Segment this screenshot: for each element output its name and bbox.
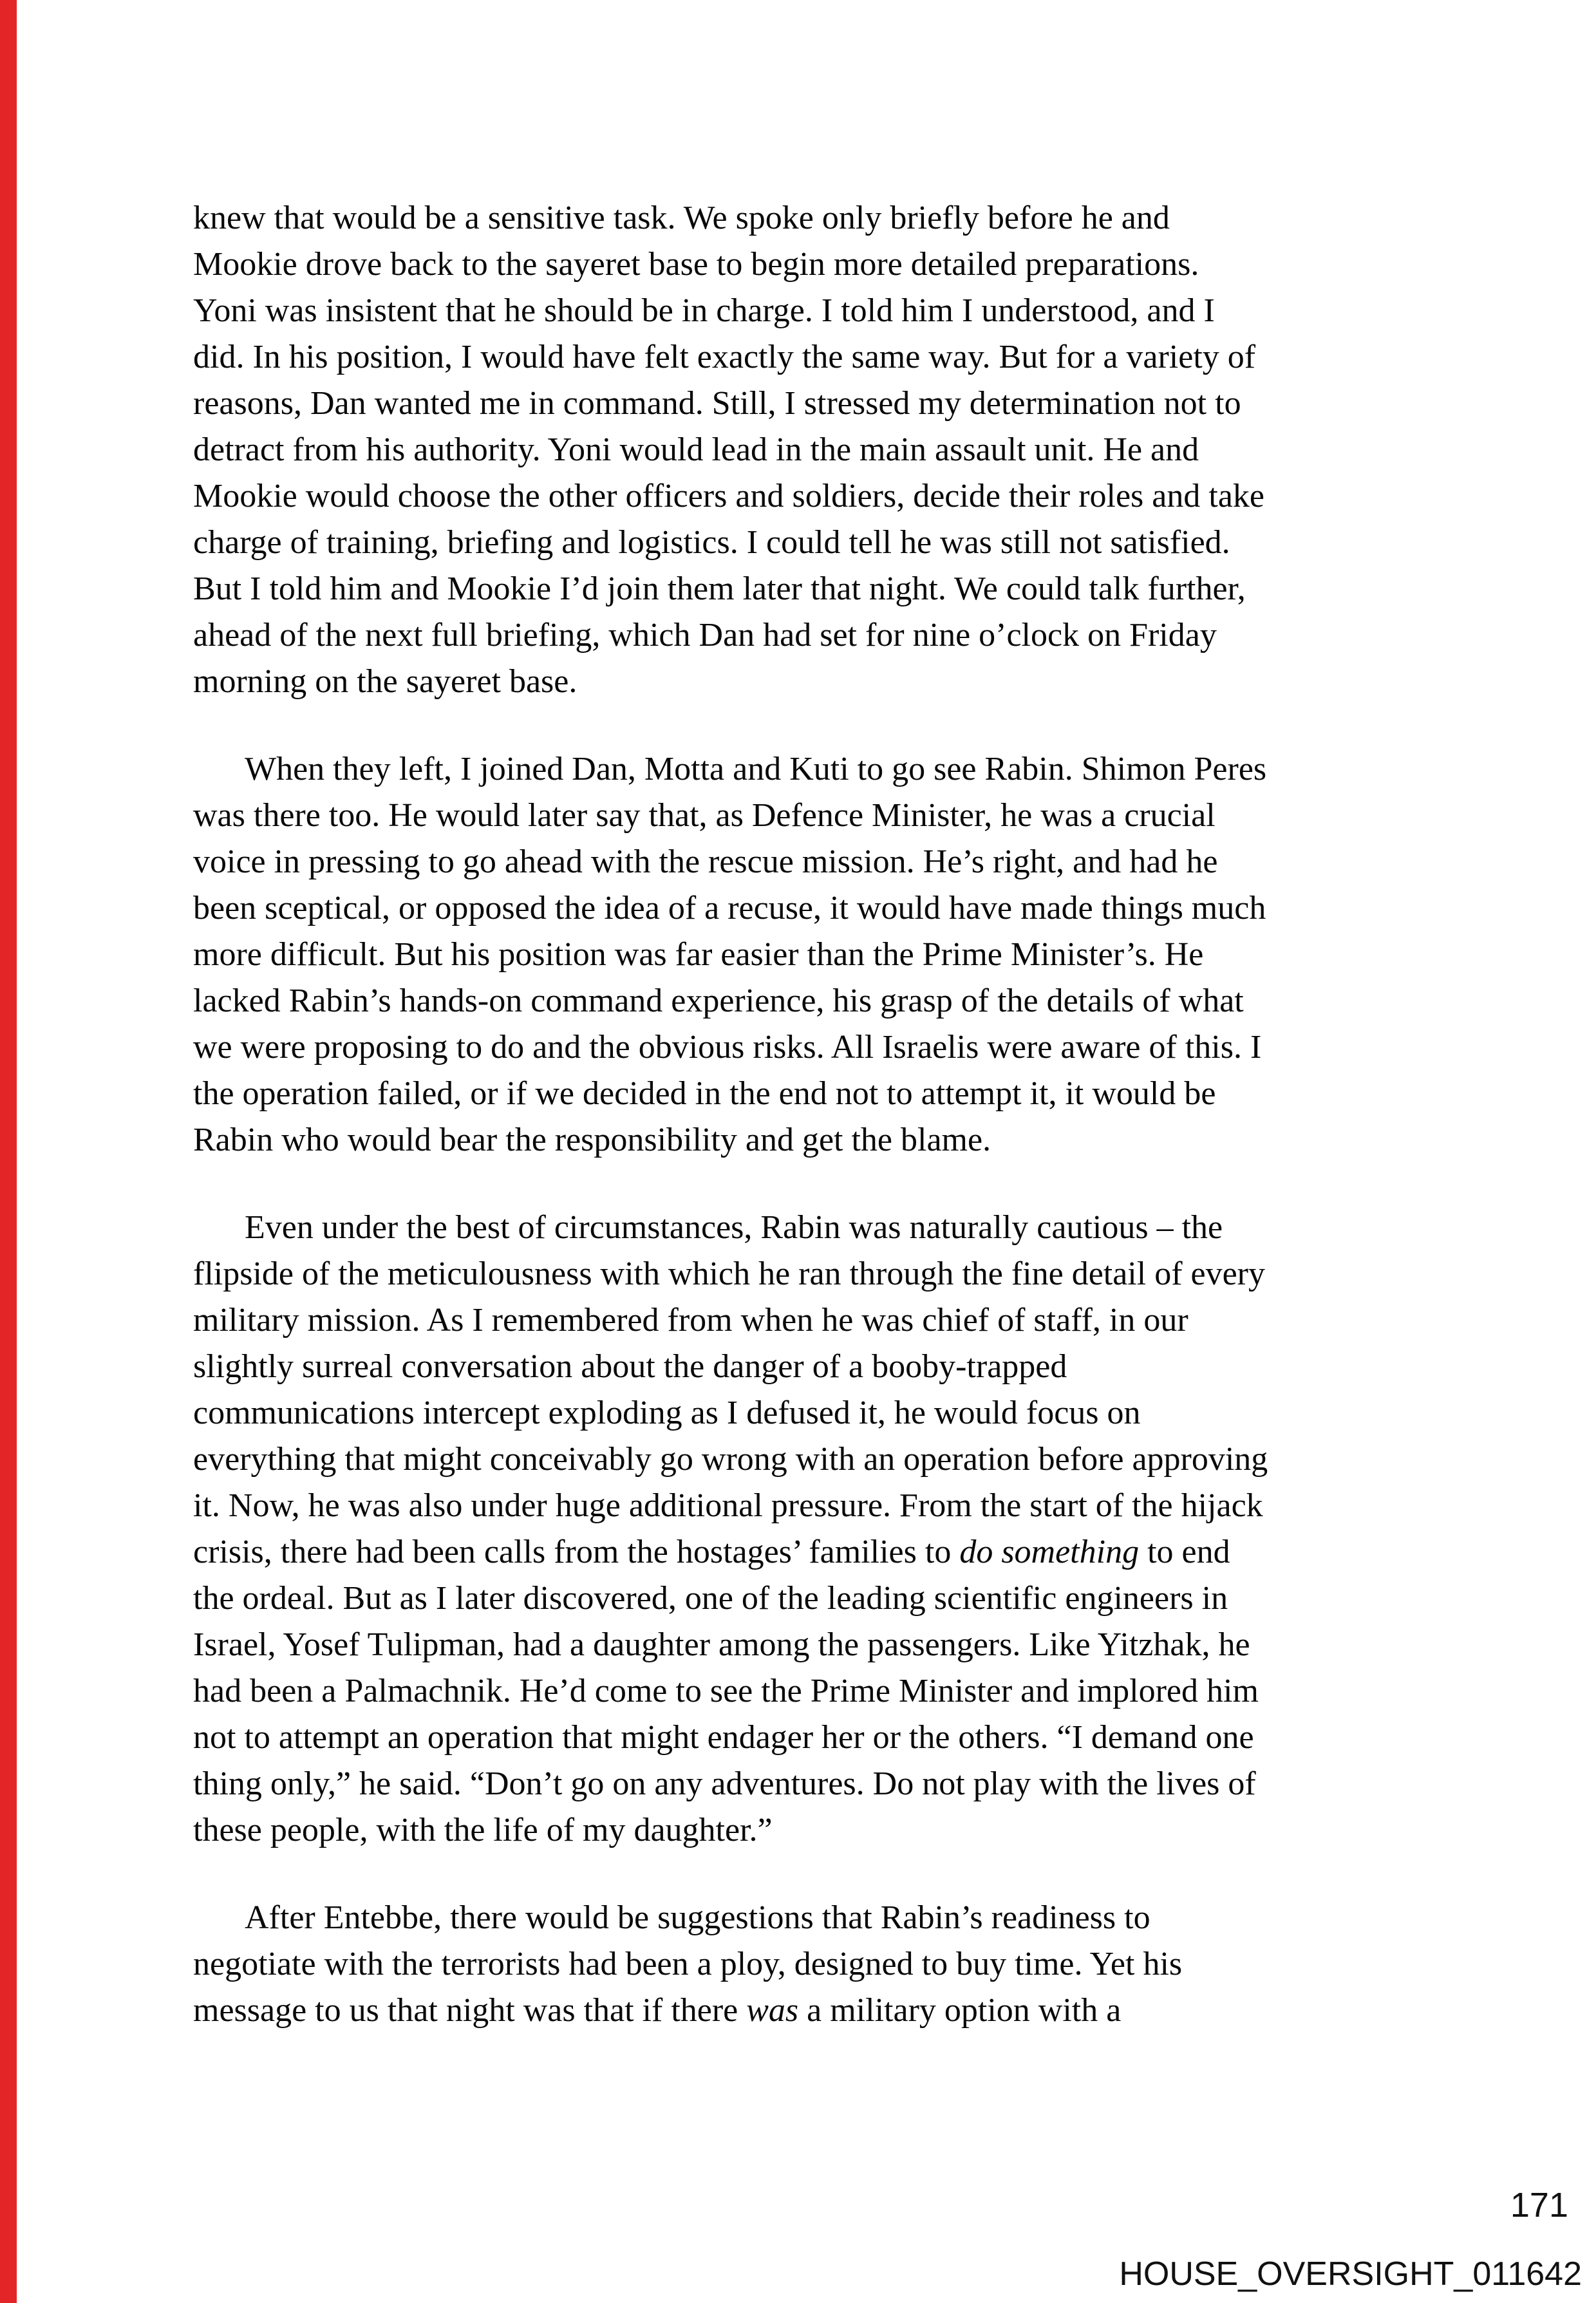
text-line: these people, with the life of my daughter.” xyxy=(193,1812,773,1848)
bates-stamp: HOUSE_OVERSIGHT_011642 xyxy=(1119,2255,1582,2293)
page-number: 171 xyxy=(1510,2186,1568,2224)
text-line: communications intercept exploding as I defused it, he would focus on xyxy=(193,1395,1141,1431)
text-line: more difficult. But his position was far easier than the Prime Minister’s. He xyxy=(193,936,1204,973)
text-line: crisis, there had been calls from the hostages’ families to do something to end xyxy=(193,1534,1230,1570)
text-line: lacked Rabin’s hands-on command experience, his grasp of the details of what xyxy=(193,982,1244,1019)
text-line: detract from his authority. Yoni would lead in the main assault unit. He and xyxy=(193,431,1199,468)
text-line: it. Now, he was also under huge additional pressure. From the start of the hijack xyxy=(193,1487,1263,1524)
text-line: slightly surreal conversation about the danger of a booby-trapped xyxy=(193,1348,1067,1385)
text-line: Rabin who would bear the responsibility and get the blame. xyxy=(193,1122,991,1158)
text-line: had been a Palmachnik. He’d come to see the Prime Minister and implored him xyxy=(193,1673,1259,1709)
text-line: Mookie drove back to the sayeret base to begin more detailed preparations. xyxy=(193,246,1199,283)
text-line: voice in pressing to go ahead with the rescue mission. He’s right, and had he xyxy=(193,843,1218,880)
text-line: negotiate with the terrorists had been a ploy, designed to buy time. Yet his xyxy=(193,1946,1183,1982)
text-line: Even under the best of circumstances, Rabin was naturally cautious – the xyxy=(245,1209,1223,1246)
text-line: everything that might conceivably go wrong with an operation before approving xyxy=(193,1441,1268,1478)
text-line: been sceptical, or opposed the idea of a recuse, it would have made things much xyxy=(193,890,1266,926)
text-line: morning on the sayeret base. xyxy=(193,663,577,700)
text-line: flipside of the meticulousness with which he ran through the fine detail of every xyxy=(193,1255,1265,1292)
text-line: the ordeal. But as I later discovered, one of the leading scientific engineers in xyxy=(193,1580,1228,1617)
text-line: When they left, I joined Dan, Motta and Kuti to go see Rabin. Shimon Peres xyxy=(245,751,1267,787)
text-line: reasons, Dan wanted me in command. Still, I stressed my determination not to xyxy=(193,385,1241,422)
text-line: knew that would be a sensitive task. We spoke only briefly before he and xyxy=(193,200,1170,236)
text-line: military mission. As I remembered from when he was chief of staff, in our xyxy=(193,1302,1188,1339)
paragraph xyxy=(193,195,1474,705)
text-line: Israel, Yosef Tulipman, had a daughter among the passengers. Like Yitzhak, he xyxy=(193,1626,1250,1663)
text-line: we were proposing to do and the obvious risks. All Israelis were aware of this. I xyxy=(193,1029,1262,1066)
text-line: did. In his position, I would have felt exactly the same way. But for a variety of xyxy=(193,339,1256,375)
text-line: thing only,” he said. “Don’t go on any adventures. Do not play with the lives of xyxy=(193,1765,1256,1802)
text-line: not to attempt an operation that might endager her or the others. “I demand one xyxy=(193,1719,1254,1756)
page-text xyxy=(193,195,1474,2034)
text-line: But I told him and Mookie I’d join them later that night. We could talk further, xyxy=(193,570,1246,607)
text-line: Mookie would choose the other officers and soldiers, decide their roles and take xyxy=(193,478,1264,514)
text-line: After Entebbe, there would be suggestions that Rabin’s readiness to xyxy=(245,1899,1150,1936)
text-line: charge of training, briefing and logistics. I could tell he was still not satisfied. xyxy=(193,524,1230,561)
text-line: ahead of the next full briefing, which Dan had set for nine o’clock on Friday xyxy=(193,617,1217,653)
paragraph xyxy=(193,1895,1474,2034)
red-edge-stripe xyxy=(0,0,17,2303)
paragraph xyxy=(193,1205,1474,1854)
text-line: Yoni was insistent that he should be in charge. I told him I understood, and I xyxy=(193,292,1215,329)
text-line: the operation failed, or if we decided in the end not to attempt it, it would be xyxy=(193,1075,1216,1112)
text-line: was there too. He would later say that, as Defence Minister, he was a crucial xyxy=(193,797,1216,834)
text-line: message to us that night was that if there was a military option with a xyxy=(193,1992,1122,2029)
paragraph xyxy=(193,746,1474,1163)
